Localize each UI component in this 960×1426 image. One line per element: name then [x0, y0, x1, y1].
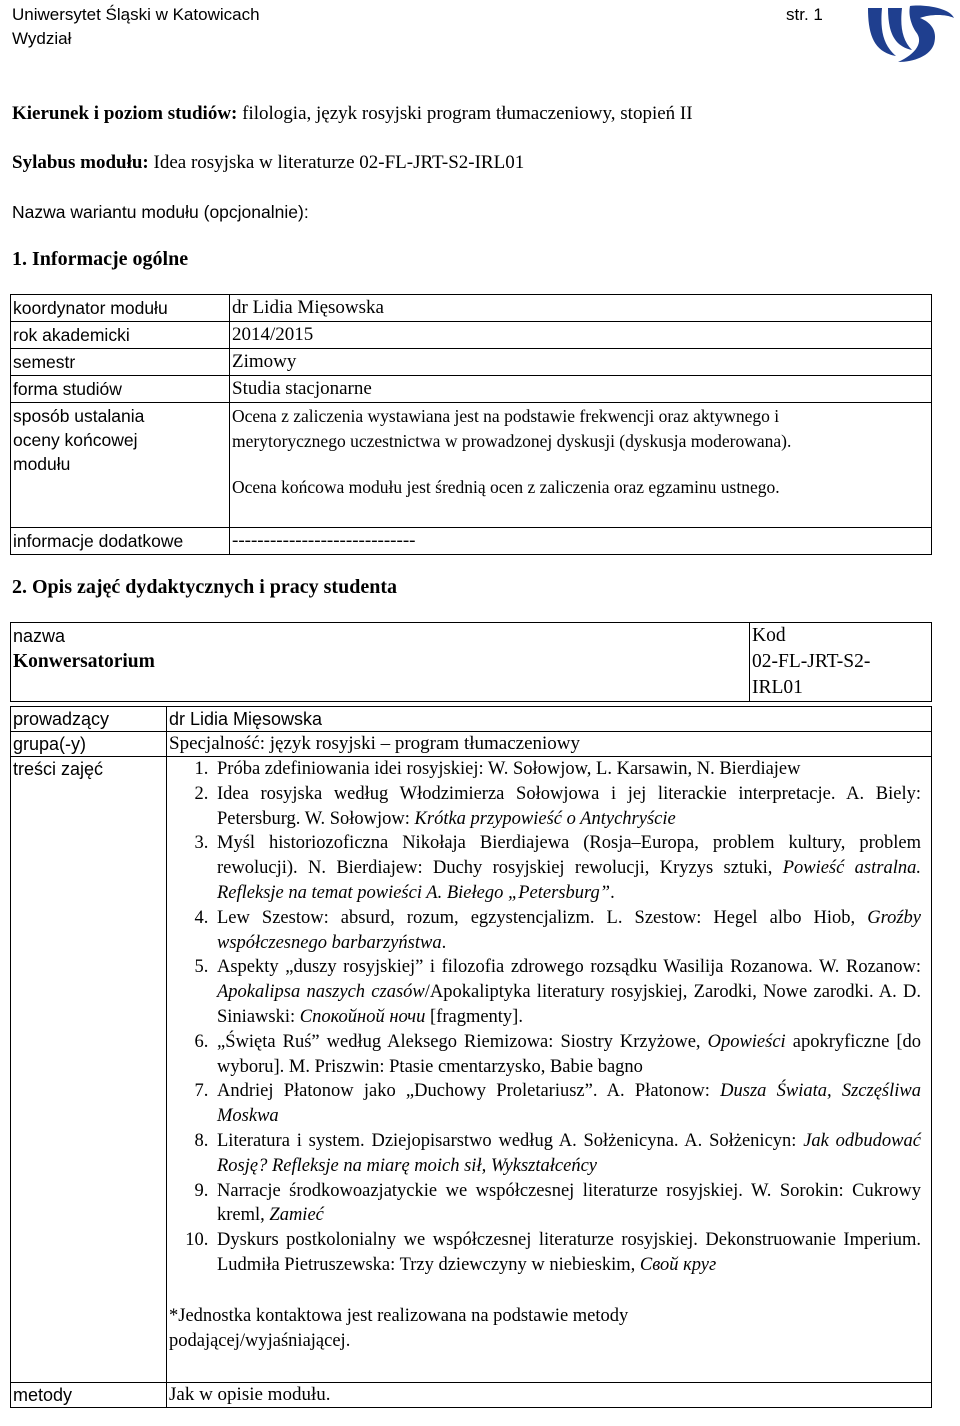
field-label: Kierunek i poziom studiów: — [12, 103, 238, 124]
name-label: nazwa — [13, 626, 66, 646]
course-code-cell — [750, 623, 932, 702]
list-item: 3. Myśl historiozoficzna Nikołaja Bierdiajewa (Rosja–Europa, problem kultury, problem rewolucji). N. Bierdiajew: Duchy rosyjskiej rewolucji, Kryzys sztuki, Powieść astralna. Refleksje na temat powieści A. Biełego „Petersburg”. — [213, 831, 921, 905]
syllabus-label: Sylabus modułu: — [12, 152, 149, 173]
list-item: 1. Próba zdefiniowania idei rosyjskiej: W. Sołowjow, L. Karsawin, N. Bierdiajew — [213, 757, 921, 782]
list-item: 6. „Święta Ruś” według Aleksego Riemizowa: Siostry Krzyżowe, Opowieści apokryficzne [do wyboru]. M. Priszwin: Ptasie cmentarzysko, Babie bagno — [213, 1030, 921, 1080]
academic-year-label: rok akademicki — [11, 322, 230, 349]
list-item: 10. Dyskurs postkolonialny we współczesnej literaturze rosyjskiej. Dekonstruowanie Imperium. Ludmiła Pietruszewska: Trzy dziewczyny w niebieskim, Свой круг — [213, 1228, 921, 1278]
field-value: filologia, język rosyjski program tłumaczeniowy, stopień II — [237, 103, 693, 124]
section2-title: 2. Opis zajęć dydaktycznych i pracy studenta — [12, 576, 397, 598]
code-value-line: 02-FL-JRT-S2- — [752, 651, 871, 672]
table-row — [11, 349, 932, 376]
list-item: 2. Idea rosyjska według Włodzimierza Sołowjowa i jej literackie interpretacje. A. Biely: Petersburg. W. Sołowjow: Krótka przypowieść o Antychryście — [213, 782, 921, 832]
table-row — [11, 757, 932, 1383]
code-value-line: IRL01 — [752, 677, 803, 698]
assessment-label-line: sposób ustalania — [13, 406, 145, 426]
code-label: Kod — [752, 625, 786, 646]
academic-year-value: 2014/2015 — [230, 322, 932, 349]
group-label: grupa(-y) — [11, 732, 167, 757]
lecturer-value: dr Lidia Mięsowska — [167, 707, 932, 732]
table-row — [11, 295, 932, 322]
table-row — [11, 623, 932, 702]
list-item: 5. Aspekty „duszy rosyjskiej” i filozofia zdrowego rozsądku Wasilija Rozanowa. W. Rozanow: Apokalipsa naszych czasów/Apokaliptyka literatury rosyjskiej, Zarodki, Nowe zarodki. A. D. Siniawski: Спокойной ночи [fragmenty]. — [213, 955, 921, 1029]
general-info-table — [10, 294, 932, 555]
list-item: 9. Narracje środkowoazjatyckie we współczesnej literaturze rosyjskiej. W. Sorokin: Cukrowy kreml, Zamieć — [213, 1179, 921, 1229]
assessment-text: Ocena z zaliczenia wystawiana jest na podstawie frekwencji oraz aktywnego i merytorycznego uczestnictwa w prowadzonej dyskusji (dyskusja moderowana). — [232, 406, 792, 451]
methods-label: metody — [11, 1383, 167, 1408]
table-row — [11, 732, 932, 757]
list-item: 4. Lew Szestow: absurd, rozum, egzystencjalizm. L. Szestow: Hegel albo Hiob, Groźby współczesnego barbarzyństwa. — [213, 906, 921, 956]
faculty-name: Wydział — [12, 29, 72, 48]
final-grade-text: Ocena końcowa modułu jest średnią ocen z zaliczenia oraz egzaminu ustnego. — [232, 477, 780, 497]
university-logo-icon — [858, 0, 958, 68]
assessment-label-line: oceny końcowej — [13, 430, 138, 450]
assessment-value — [230, 403, 932, 528]
table-row — [11, 707, 932, 732]
university-name: Uniwersytet Śląski w Katowicach — [12, 5, 260, 24]
course-name-cell — [11, 623, 750, 702]
assessment-label-line: modułu — [13, 454, 71, 474]
additional-info-label: informacje dodatkowe — [11, 528, 230, 555]
syllabus-value: Idea rosyjska w literaturze 02-FL-JRT-S2-IRL01 — [148, 152, 525, 173]
additional-info-value: ----------------------------- — [230, 528, 932, 555]
field-line — [12, 103, 693, 125]
study-form-label: forma studiów — [11, 376, 230, 403]
content-cell — [167, 757, 932, 1383]
page-number: str. 1 — [786, 5, 823, 24]
methods-value: Jak w opisie modułu. — [167, 1383, 932, 1408]
coordinator-value: dr Lidia Mięsowska — [230, 295, 932, 322]
list-item: 8. Literatura i system. Dziejopisarstwo według A. Sołżenicyna. A. Sołżenicyn: Jak odbudować Rosję? Refleksje na miarę moich sił, Wykształceńcy — [213, 1129, 921, 1179]
content-label: treści zajęć — [11, 757, 167, 1383]
syllabus-line — [12, 152, 524, 174]
course-name: Konwersatorium — [13, 651, 155, 672]
table-row — [11, 322, 932, 349]
variant-label: Nazwa wariantu modułu (opcjonalnie): — [12, 202, 309, 222]
table-row — [11, 376, 932, 403]
course-name-table — [10, 622, 932, 702]
topics-list — [169, 757, 921, 1278]
semester-value: Zimowy — [230, 349, 932, 376]
coordinator-label: koordynator modułu — [11, 295, 230, 322]
table-row — [11, 528, 932, 555]
semester-label: semestr — [11, 349, 230, 376]
list-item: 7. Andriej Płatonow jako „Duchowy Proletariusz”. A. Płatonow: Dusza Świata, Szczęśliwa Moskwa — [213, 1079, 921, 1129]
section1-title: 1. Informacje ogólne — [12, 248, 189, 270]
table-row — [11, 403, 932, 528]
contact-note: *Jednostka kontaktowa jest realizowana na podstawie metody podającej/wyjaśniającej. — [169, 1305, 629, 1351]
lecturer-label: prowadzący — [11, 707, 167, 732]
table-row — [11, 1383, 932, 1408]
group-value: Specjalność: język rosyjski – program tłumaczeniowy — [167, 732, 932, 757]
assessment-label — [11, 403, 230, 528]
course-details-table — [10, 706, 932, 1408]
study-form-value: Studia stacjonarne — [230, 376, 932, 403]
